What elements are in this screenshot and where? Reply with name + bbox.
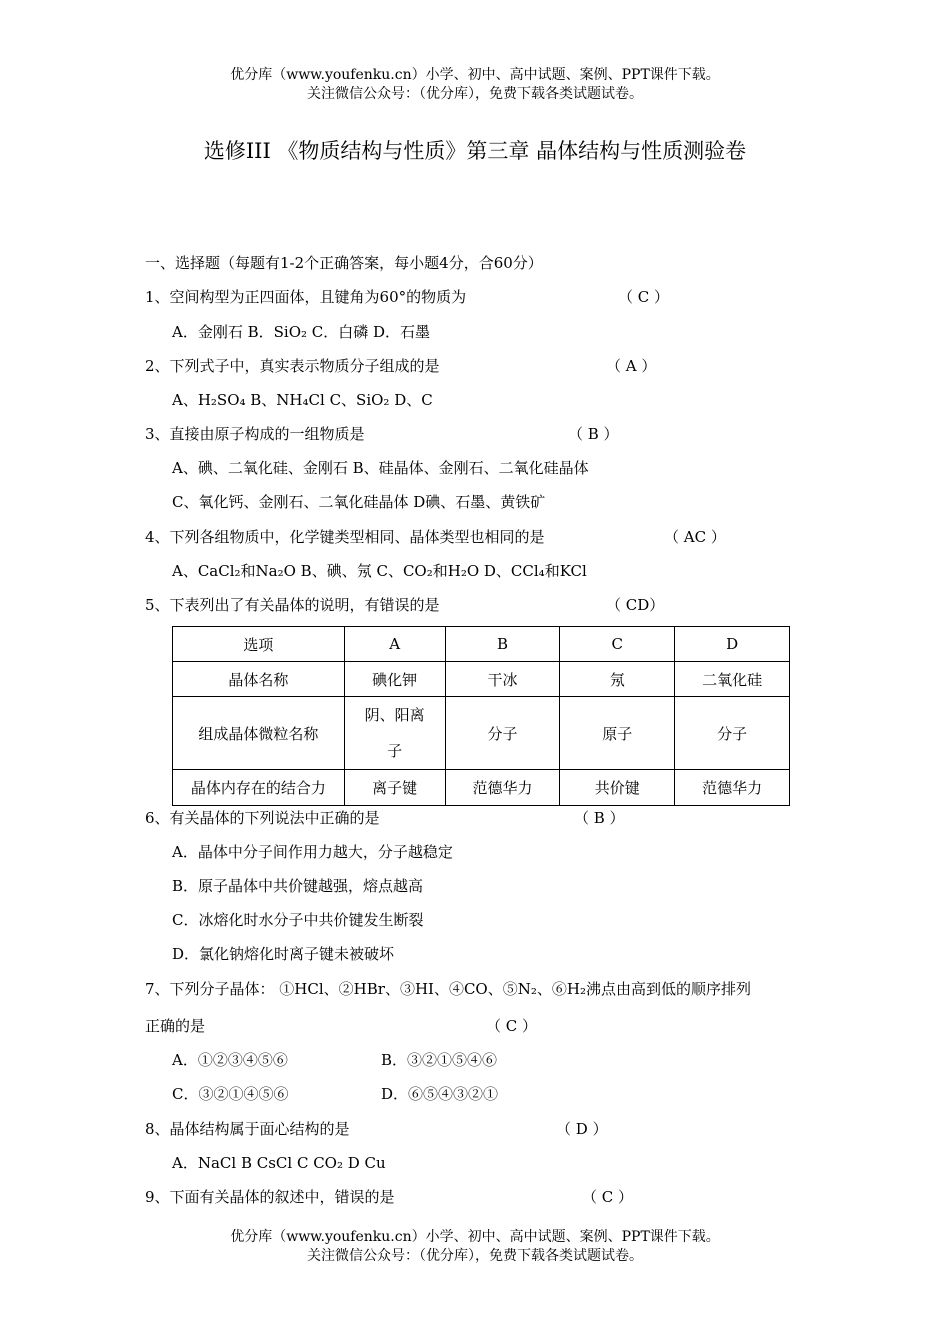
table-cell: 分子 [445, 697, 560, 770]
q4-answer: （ AC ） [664, 528, 726, 546]
header-line-1: 优分库（www.youfenku.cn）小学、初中、高中试题、案例、PPT课件下载。 [230, 67, 720, 83]
table-cell: 晶体名称 [173, 662, 345, 697]
q7-stem-continued: 正确的是 [145, 1017, 206, 1035]
q6-option-b: B．原子晶体中共价键越强，熔点越高 [172, 877, 424, 895]
q2-options: A、H₂SO₄ B、NH₄Cl C、SiO₂ D、C [172, 391, 433, 409]
q3-options-ab: A、碘、二氧化硅、金刚石 B、硅晶体、金刚石、二氧化硅晶体 [172, 459, 589, 477]
table-row [173, 662, 790, 697]
q9-stem: 9、下面有关晶体的叙述中，错误的是 [145, 1188, 395, 1206]
q7-option-a: A．①②③④⑤⑥ [172, 1051, 288, 1069]
q5-stem: 5、下表列出了有关晶体的说明，有错误的是 [145, 596, 440, 614]
q3-options-cd: C、氧化钙、金刚石、二氧化硅晶体 D碘、石墨、黄铁矿 [172, 493, 546, 511]
table-cell: 共价键 [560, 770, 675, 806]
page-title: 选修III 《物质结构与性质》第三章 晶体结构与性质测验卷 [203, 139, 747, 163]
table-row [173, 770, 790, 806]
q6-option-d: D．氯化钠熔化时离子键未被破坏 [172, 945, 395, 963]
table-cell: 碘化钾 [344, 662, 445, 697]
table-cell: 氖 [560, 662, 675, 697]
q5-answer: （ CD） [606, 596, 665, 614]
q1-options: A．金刚石 B．SiO₂ C．白磷 D．石墨 [172, 323, 431, 341]
q7-option-c: C．③②①④⑤⑥ [172, 1085, 289, 1103]
table-cell: 分子 [675, 697, 790, 770]
q1-answer: （ C ） [618, 288, 670, 306]
q6-option-a: A．晶体中分子间作用力越大，分子越稳定 [172, 843, 453, 861]
q6-stem: 6、有关晶体的下列说法中正确的是 [145, 809, 380, 827]
table-cell: 范德华力 [675, 770, 790, 806]
q2-answer: （ A ） [606, 357, 657, 375]
q1-stem: 1、空间构型为正四面体，且键角为60°的物质为 [145, 288, 467, 306]
q6-answer: （ B ） [574, 809, 625, 827]
table-header-cell: B [445, 627, 560, 662]
q7-option-b: B．③②①⑤④⑥ [381, 1051, 498, 1069]
q8-answer: （ D ） [556, 1120, 608, 1138]
table-cell: 阴、阳离子 [344, 697, 445, 770]
header-line-2: 关注微信公众号：（优分库），免费下载各类试题试卷。 [307, 86, 643, 102]
table-header-cell: A [344, 627, 445, 662]
footer-line-2: 关注微信公众号：（优分库），免费下载各类试题试卷。 [307, 1248, 643, 1264]
table-header-cell: 选项 [173, 627, 345, 662]
q9-answer: （ C ） [582, 1188, 634, 1206]
section-heading: 一、选择题（每题有1-2个正确答案，每小题4分，合60分） [145, 254, 543, 272]
q3-answer: （ B ） [568, 425, 619, 443]
q6-option-c: C．冰熔化时水分子中共价键发生断裂 [172, 911, 424, 929]
table-cell: 晶体内存在的结合力 [173, 770, 345, 806]
q7-stem: 7、下列分子晶体： ①HCl、②HBr、③HI、④CO、⑤N₂、⑥H₂沸点由高到低的顺序排列 [145, 980, 751, 998]
table-cell: 离子键 [344, 770, 445, 806]
table-header-cell: C [560, 627, 675, 662]
q7-answer: （ C ） [486, 1017, 538, 1035]
table-cell: 组成晶体微粒名称 [173, 697, 345, 770]
table-row [173, 697, 790, 770]
q7-option-d: D．⑥⑤④③②① [381, 1085, 499, 1103]
q4-options: A、CaCl₂和Na₂O B、碘、氖 C、CO₂和H₂O D、CCl₄和KCl [172, 562, 587, 580]
footer-line-1: 优分库（www.youfenku.cn）小学、初中、高中试题、案例、PPT课件下载。 [230, 1229, 720, 1245]
q8-options: A．NaCl B CsCl C CO₂ D Cu [172, 1154, 386, 1172]
table-cell: 范德华力 [445, 770, 560, 806]
table-cell: 二氧化硅 [675, 662, 790, 697]
table-cell: 干冰 [445, 662, 560, 697]
q4-stem: 4、下列各组物质中，化学键类型相同、晶体类型也相同的是 [145, 528, 545, 546]
table-cell: 原子 [560, 697, 675, 770]
table-header-row [173, 627, 790, 662]
table-header-cell: D [675, 627, 790, 662]
q8-stem: 8、晶体结构属于面心结构的是 [145, 1120, 350, 1138]
q2-stem: 2、下列式子中，真实表示物质分子组成的是 [145, 357, 440, 375]
crystal-table [172, 626, 790, 806]
q3-stem: 3、直接由原子构成的一组物质是 [145, 425, 365, 443]
